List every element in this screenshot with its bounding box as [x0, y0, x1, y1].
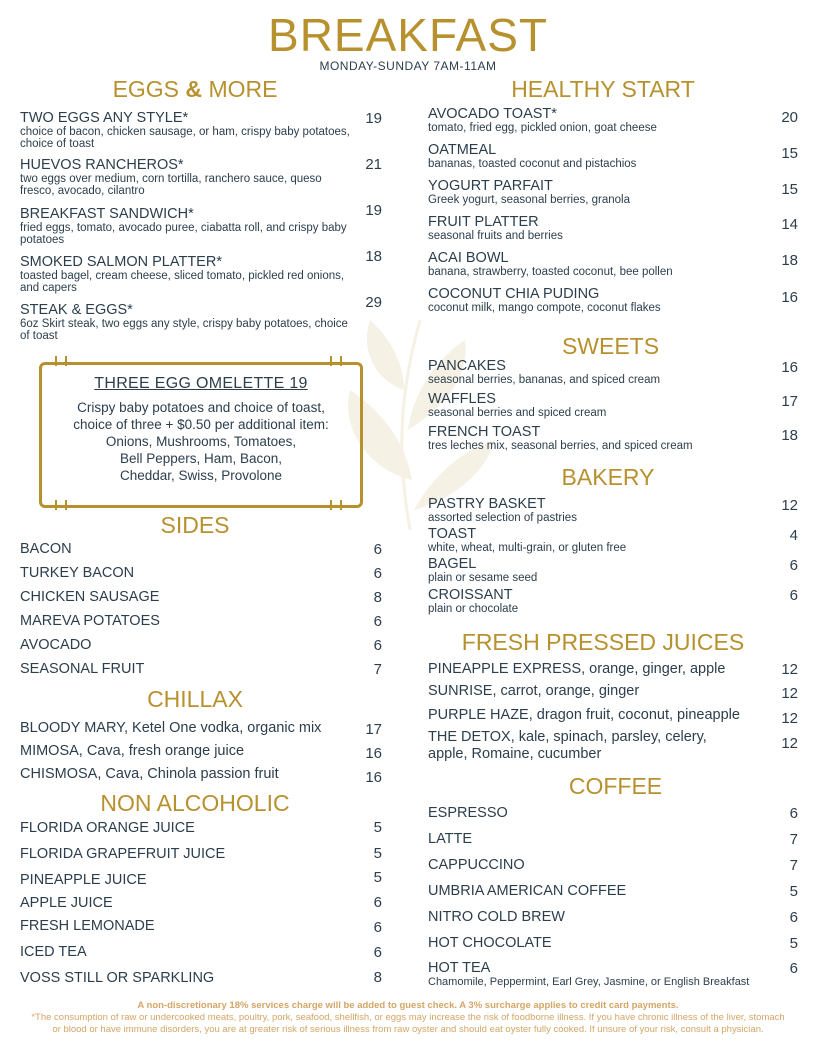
item-name: CHISMOSA, Cava, Chinola passion fruit	[20, 766, 279, 782]
health-disclaimer: *The consumption of raw or undercooked meats, poultry, pork, seafood, shellfish, or eggs may increase the risk of foodborne illness. If you have chronic illness of the liver, stomach or blood or have immune disorders, you are at greater risk of serious illness from raw oyster and should eat oyster fully cooked. If unsure of your risk, consult a physician.	[31, 1012, 785, 1035]
item-description: seasonal berries and spiced cream	[428, 407, 607, 419]
item-price: 4	[789, 527, 798, 544]
menu-item	[428, 425, 768, 452]
item-name: FRUIT PLATTER	[428, 214, 539, 230]
item-price: 18	[365, 248, 382, 265]
page-title: BREAKFAST	[268, 9, 548, 61]
item-description: assorted selection of pastries	[428, 512, 577, 524]
item-name: LATTE	[428, 831, 473, 847]
omelette-box	[39, 362, 363, 508]
item-description: choice of bacon, chicken sausage, or ham, crispy baby potatoes, choice of toast	[20, 126, 350, 150]
menu-item	[428, 143, 758, 170]
menu-item	[428, 359, 758, 386]
menu-item	[20, 255, 350, 294]
item-price: 16	[781, 359, 798, 376]
item-description: tres leches mix, seasonal berries, and spiced cream	[428, 440, 693, 452]
item-description: banana, strawberry, toasted coconut, bee pollen	[428, 266, 673, 278]
item-price: 20	[781, 109, 798, 126]
footer-note	[30, 1000, 786, 1036]
item-name: UMBRIA AMERICAN COFFEE	[428, 883, 627, 899]
item-price: 12	[781, 735, 798, 752]
item-name: NITRO COLD BREW	[428, 909, 565, 925]
omelette-line: Onions, Mushrooms, Tomatoes,	[105, 434, 297, 449]
item-price: 6	[373, 613, 382, 630]
item-name: TOAST	[428, 526, 477, 542]
item-price: 15	[781, 145, 798, 162]
menu-item	[428, 497, 758, 524]
item-price: 6	[373, 541, 382, 558]
item-name: SUNRISE, carrot, orange, ginger	[428, 683, 640, 699]
item-name: PINEAPPLE JUICE	[20, 872, 147, 888]
item-description: plain or chocolate	[428, 603, 519, 615]
item-description: toasted bagel, cream cheese, sliced tomato, pickled red onions, and capers	[20, 270, 345, 294]
item-name: CHICKEN SAUSAGE	[20, 589, 160, 605]
sweets-section-title: SWEETS	[561, 333, 660, 359]
menu-item	[428, 107, 758, 134]
item-name: FLORIDA ORANGE JUICE	[20, 820, 195, 836]
item-name: PANCAKES	[428, 358, 506, 374]
item-price: 7	[789, 831, 798, 848]
item-name: TWO EGGS ANY STYLE*	[20, 110, 189, 126]
item-price: 16	[781, 289, 798, 306]
item-price: 17	[781, 393, 798, 410]
item-name: BLOODY MARY, Ketel One vodka, organic mix	[20, 720, 322, 736]
item-description: 6oz Skirt steak, two eggs any style, crispy baby potatoes, choice of toast	[20, 318, 348, 342]
menu-item	[20, 207, 350, 246]
item-price: 29	[365, 294, 382, 311]
item-price: 6	[373, 894, 382, 911]
item-price: 17	[365, 721, 382, 738]
item-name: PASTRY BASKET	[428, 496, 546, 512]
item-price: 6	[789, 587, 798, 604]
item-price: 18	[781, 427, 798, 444]
item-name: FRENCH TOAST	[428, 424, 541, 440]
item-description: seasonal fruits and berries	[428, 230, 563, 242]
item-price: 6	[789, 557, 798, 574]
item-price: 5	[789, 935, 798, 952]
item-description: coconut milk, mango compote, coconut flakes	[428, 302, 661, 314]
item-price: 19	[365, 110, 382, 127]
coffee-section-title: COFFEE	[568, 773, 663, 799]
menu-item	[428, 961, 803, 988]
item-name: AVOCADO TOAST*	[428, 106, 557, 122]
item-name: ESPRESSO	[428, 805, 508, 821]
item-price: 12	[781, 685, 798, 702]
item-name: HUEVOS RANCHEROS*	[20, 157, 184, 173]
service-charge-note: A non-discretionary 18% services charge will be added to guest check. A 3% surcharge applies to credit card payments.	[137, 1000, 679, 1011]
item-price: 15	[781, 181, 798, 198]
item-name: ACAI BOWL	[428, 250, 509, 266]
item-price: 19	[365, 202, 382, 219]
menu-item	[428, 251, 758, 278]
eggs-title-a: EGGS	[112, 76, 180, 102]
item-price: 6	[789, 805, 798, 822]
item-name: COCONUT CHIA PUDING	[428, 286, 600, 302]
item-name: HOT TEA	[428, 960, 491, 976]
item-name: VOSS STILL OR SPARKLING	[20, 970, 215, 986]
sides-section-title: SIDES	[160, 512, 230, 538]
menu-item	[428, 215, 758, 242]
omelette-line: Crispy baby potatoes and choice of toast,	[77, 400, 325, 415]
item-description: Chamomile, Peppermint, Earl Grey, Jasmine, or English Breakfast	[428, 976, 750, 988]
item-description: two eggs over medium, corn tortilla, ranchero sauce, queso fresco, avocado, cilantro	[20, 173, 322, 197]
item-description: fried eggs, tomato, avocado puree, ciabatta roll, and crispy baby potatoes	[20, 222, 347, 246]
item-price: 5	[373, 845, 382, 862]
menu-item	[428, 557, 758, 584]
item-name: TURKEY BACON	[20, 565, 135, 581]
item-name: MAREVA POTATOES	[20, 613, 160, 629]
menu-item	[20, 303, 350, 342]
item-price: 16	[365, 769, 382, 786]
item-price: 12	[781, 661, 798, 678]
eggs-section-title	[20, 76, 370, 103]
item-price: 5	[789, 883, 798, 900]
nonalc-section-title: NON ALCOHOLIC	[100, 790, 290, 816]
item-price: 12	[781, 497, 798, 514]
item-description: white, wheat, multi-grain, or gluten free	[428, 542, 627, 554]
item-name: PINEAPPLE EXPRESS, orange, ginger, apple	[428, 661, 726, 677]
item-name: HOT CHOCOLATE	[428, 935, 552, 951]
menu-item	[428, 392, 758, 419]
item-price: 6	[373, 944, 382, 961]
healthy-section-title: HEALTHY START	[511, 76, 695, 102]
hours-text: MONDAY-SUNDAY 7AM-11AM	[319, 59, 497, 73]
item-price: 6	[373, 565, 382, 582]
item-name: SEASONAL FRUIT	[20, 661, 145, 677]
menu-item	[428, 179, 758, 206]
item-price: 6	[373, 919, 382, 936]
omelette-line: Cheddar, Swiss, Provolone	[119, 468, 283, 483]
item-description: Greek yogurt, seasonal berries, granola	[428, 194, 630, 206]
item-name: APPLE JUICE	[20, 895, 113, 911]
item-price: 5	[373, 819, 382, 836]
item-name: ICED TEA	[20, 944, 87, 960]
item-price: 8	[373, 589, 382, 606]
chillax-section-title: CHILLAX	[147, 686, 243, 712]
item-name: BREAKFAST SANDWICH*	[20, 206, 194, 222]
omelette-line: Bell Peppers, Ham, Bacon,	[119, 451, 283, 466]
item-name: CAPPUCCINO	[428, 857, 525, 873]
item-description: plain or sesame seed	[428, 572, 538, 584]
item-price: 6	[373, 637, 382, 654]
menu-item	[428, 287, 768, 314]
item-name: OATMEAL	[428, 142, 497, 158]
item-name: THE DETOX, kale, spinach, parsley, celery, apple, Romaine, cucumber	[428, 729, 707, 762]
item-name: FRESH LEMONADE	[20, 918, 155, 934]
menu-item	[20, 111, 350, 150]
item-price: 7	[373, 661, 382, 678]
item-description: bananas, toasted coconut and pistachios	[428, 158, 637, 170]
item-name: PURPLE HAZE, dragon fruit, coconut, pineapple	[428, 707, 740, 723]
item-name: SMOKED SALMON PLATTER*	[20, 254, 222, 270]
item-price: 14	[781, 216, 798, 233]
item-name: FLORIDA GRAPEFRUIT JUICE	[20, 846, 226, 862]
item-name: BAGEL	[428, 556, 477, 572]
juices-section-title: FRESH PRESSED JUICES	[461, 629, 745, 655]
item-price: 6	[789, 909, 798, 926]
item-price: 18	[781, 252, 798, 269]
menu-item	[428, 527, 758, 554]
item-name: CROISSANT	[428, 587, 513, 603]
eggs-title-b: MORE	[208, 76, 278, 102]
item-name: MIMOSA, Cava, fresh orange juice	[20, 743, 245, 759]
item-price: 7	[789, 857, 798, 874]
omelette-title: THREE EGG OMELETTE 19	[94, 375, 308, 392]
item-name: AVOCADO	[20, 637, 92, 653]
omelette-line: choice of three + $0.50 per additional item:	[73, 417, 329, 432]
item-price: 5	[373, 869, 382, 886]
eggs-title-amp: &	[185, 76, 203, 102]
item-price: 6	[789, 960, 798, 977]
omelette-description	[42, 399, 360, 484]
item-name: YOGURT PARFAIT	[428, 178, 553, 194]
item-price: 16	[365, 745, 382, 762]
bakery-section-title: BAKERY	[561, 464, 655, 490]
item-description: tomato, fried egg, pickled onion, goat cheese	[428, 122, 657, 134]
item-name: WAFFLES	[428, 391, 496, 407]
menu-item	[20, 158, 350, 197]
menu-item	[428, 588, 758, 615]
item-name: STEAK & EGGS*	[20, 302, 133, 318]
item-price: 21	[365, 156, 382, 173]
item-price: 12	[781, 710, 798, 727]
item-price: 8	[373, 969, 382, 986]
item-description: seasonal berries, bananas, and spiced cream	[428, 374, 661, 386]
item-name: BACON	[20, 541, 72, 557]
